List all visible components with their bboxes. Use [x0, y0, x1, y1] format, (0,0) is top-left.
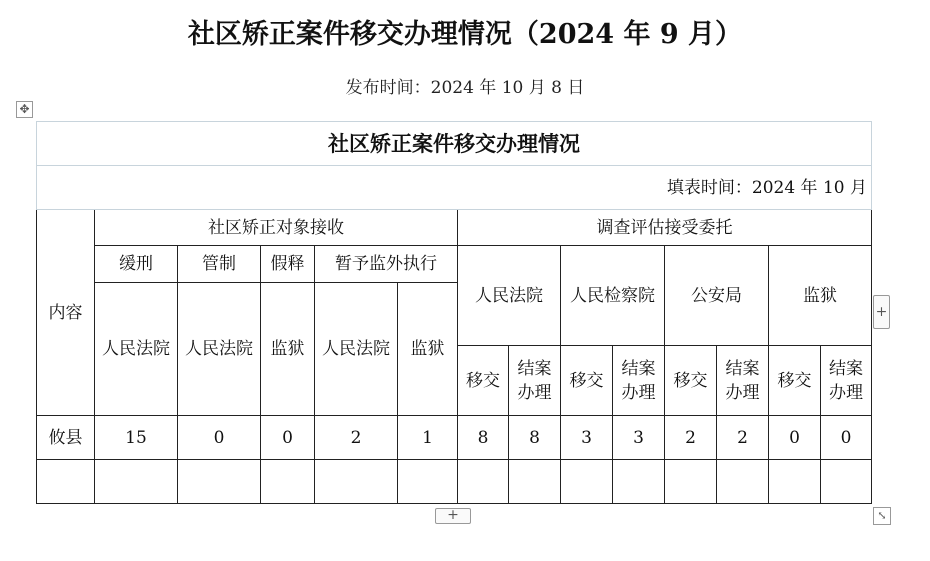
- cell-police-close[interactable]: 2: [717, 416, 769, 460]
- header-procuratorate-transfer: 移交: [561, 346, 613, 416]
- report-table-wrapper: [36, 121, 872, 504]
- table-resize-handle[interactable]: [873, 507, 891, 525]
- header-police: 公安局: [665, 246, 769, 346]
- cell-procuratorate-transfer[interactable]: 3: [561, 416, 613, 460]
- cell-zanyu-prison[interactable]: 1: [398, 416, 458, 460]
- empty-cell[interactable]: [458, 460, 509, 504]
- header-court-close: 结案 办理: [509, 346, 561, 416]
- empty-cell[interactable]: [178, 460, 261, 504]
- empty-cell[interactable]: [717, 460, 769, 504]
- empty-cell[interactable]: [37, 460, 95, 504]
- table-title: 社区矫正案件移交办理情况: [37, 122, 872, 166]
- empty-cell[interactable]: [613, 460, 665, 504]
- empty-cell[interactable]: [261, 460, 315, 504]
- header-prison: 监狱: [769, 246, 872, 346]
- header-court: 人民法院: [458, 246, 561, 346]
- report-table: [36, 121, 872, 504]
- empty-cell[interactable]: [509, 460, 561, 504]
- header-police-transfer: 移交: [665, 346, 717, 416]
- add-row-button[interactable]: +: [435, 508, 471, 524]
- empty-cell[interactable]: [821, 460, 872, 504]
- empty-cell[interactable]: [769, 460, 821, 504]
- header-jiashi: 假释: [261, 246, 315, 283]
- empty-cell[interactable]: [398, 460, 458, 504]
- cell-jiashi-prison[interactable]: 0: [261, 416, 315, 460]
- header-court-transfer: 移交: [458, 346, 509, 416]
- table-row: [37, 416, 872, 460]
- header-group-receive: 社区矫正对象接收: [95, 210, 458, 246]
- header-prison-recv-1: 监狱: [261, 283, 315, 416]
- header-procuratorate-close: 结案 办理: [613, 346, 665, 416]
- header-police-close: 结案 办理: [717, 346, 769, 416]
- cell-prison-transfer[interactable]: 0: [769, 416, 821, 460]
- cell-prison-close[interactable]: 0: [821, 416, 872, 460]
- cell-huanxing-court[interactable]: 15: [95, 416, 178, 460]
- header-court-recv-3: 人民法院: [315, 283, 398, 416]
- document-title: 社区矫正案件移交办理情况（2024 年 9 月）: [187, 19, 743, 50]
- resize-icon: ⤡: [877, 509, 887, 522]
- empty-cell[interactable]: [665, 460, 717, 504]
- fill-time: 填表时间：2024 年 10 月: [37, 166, 872, 210]
- empty-cell[interactable]: [561, 460, 613, 504]
- header-huanxing: 缓刑: [95, 246, 178, 283]
- cell-guanzhi-court[interactable]: 0: [178, 416, 261, 460]
- header-court-recv-1: 人民法院: [95, 283, 178, 416]
- table-move-handle[interactable]: [16, 101, 33, 118]
- move-icon: ✥: [19, 102, 30, 116]
- cell-police-transfer[interactable]: 2: [665, 416, 717, 460]
- header-procuratorate: 人民检察院: [561, 246, 665, 346]
- empty-cell[interactable]: [315, 460, 398, 504]
- header-zanyu: 暂予监外执行: [315, 246, 458, 283]
- table-row-empty: [37, 460, 872, 504]
- header-group-survey: 调查评估接受委托: [458, 210, 872, 246]
- add-column-button[interactable]: +: [873, 295, 890, 329]
- cell-court-close[interactable]: 8: [509, 416, 561, 460]
- header-guanzhi: 管制: [178, 246, 261, 283]
- empty-cell[interactable]: [95, 460, 178, 504]
- header-content: 内容: [37, 210, 95, 416]
- row-label[interactable]: 攸县: [37, 416, 95, 460]
- cell-court-transfer[interactable]: 8: [458, 416, 509, 460]
- header-prison-recv-2: 监狱: [398, 283, 458, 416]
- publish-time: 发布时间：2024 年 10 月 8 日: [345, 78, 585, 98]
- header-prison-transfer: 移交: [769, 346, 821, 416]
- header-court-recv-2: 人民法院: [178, 283, 261, 416]
- cell-zanyu-court[interactable]: 2: [315, 416, 398, 460]
- header-prison-close: 结案 办理: [821, 346, 872, 416]
- cell-procuratorate-close[interactable]: 3: [613, 416, 665, 460]
